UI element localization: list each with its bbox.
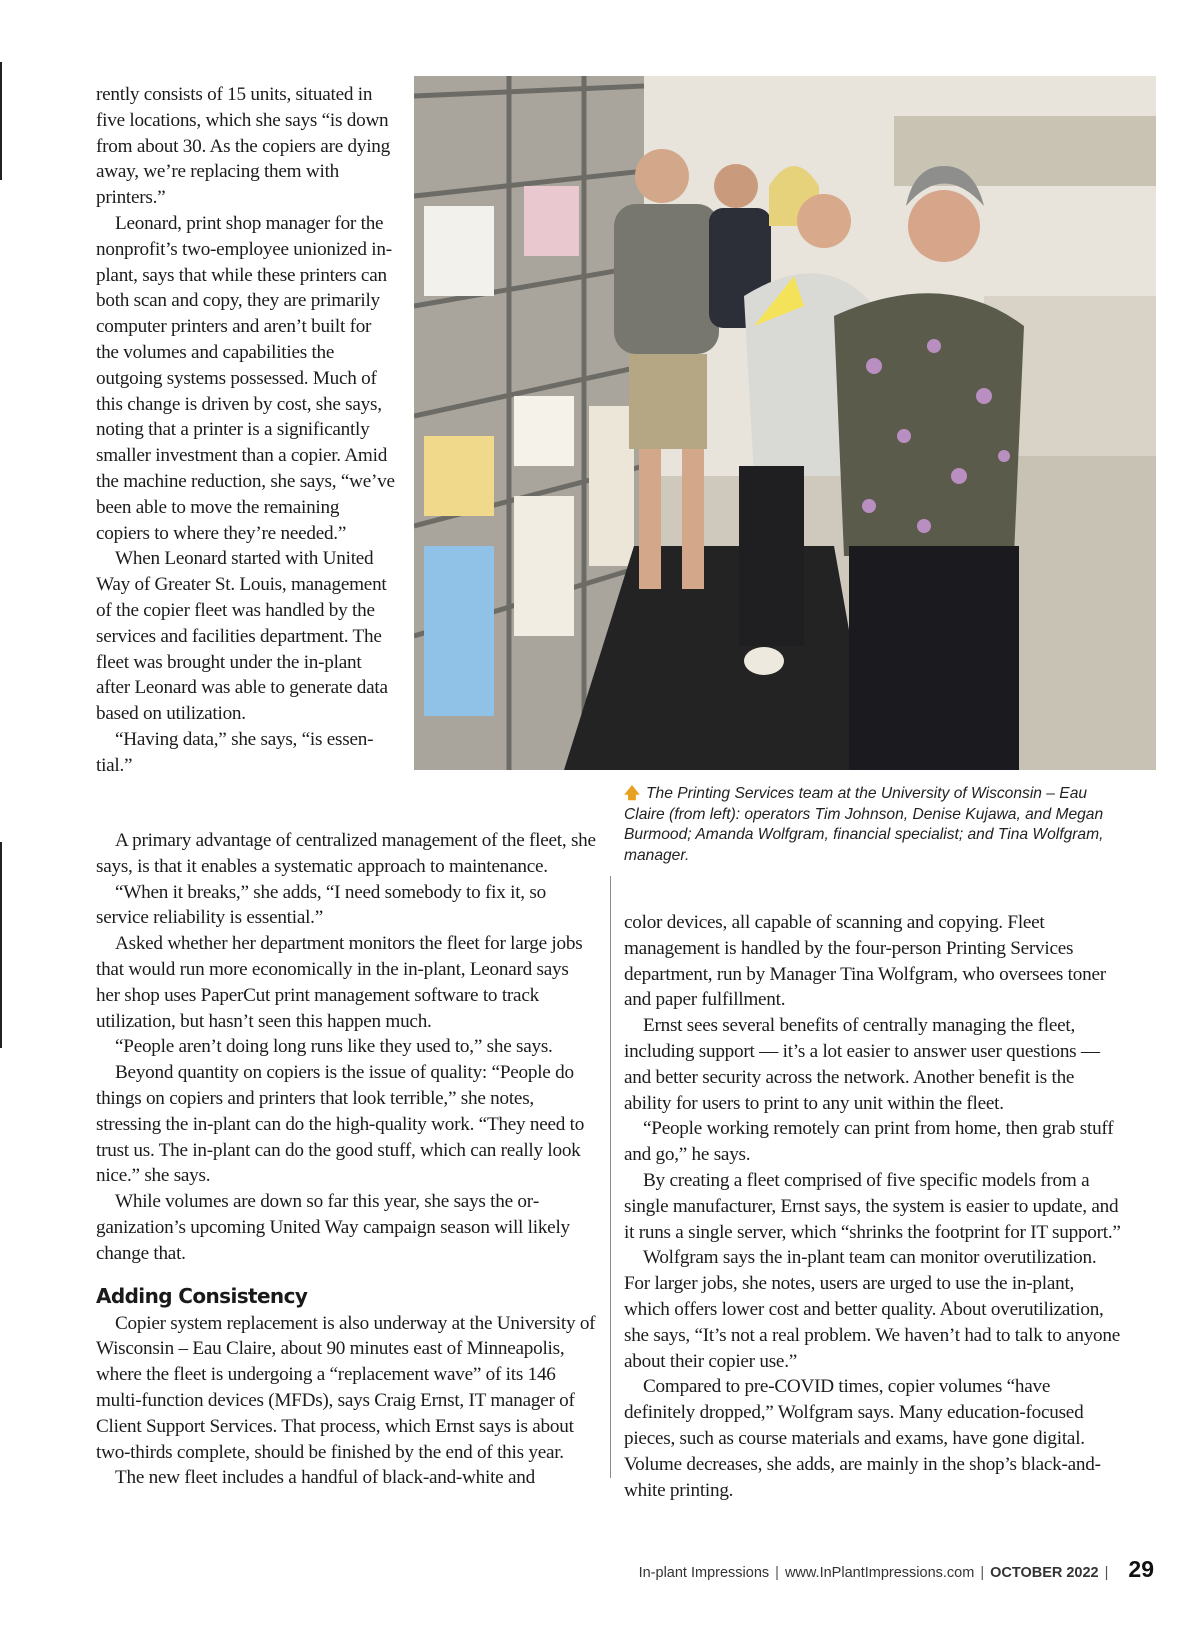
article-column-right bbox=[624, 910, 1124, 1503]
body-paragraph: The new fleet includes a handful of black-and-white and bbox=[115, 1467, 535, 1489]
body-paragraph: A primary advantage of centralized management of the fleet, she says, is that it enables a systematic approach to maintenance. bbox=[96, 830, 596, 877]
body-paragraph: Asked whether her department monitors the fleet for large jobs that would run more economically in the in-plant, Leonard says her shop uses PaperCut print management software to track utilization, but hasn’t seen this happen much. bbox=[96, 933, 583, 1032]
body-paragraph: While volumes are down so far this year, she says the organization’s upcoming United Way campaign season will likely change that. bbox=[96, 1191, 570, 1264]
body-paragraph: rently consists of 15 units, situated in five locations, which she says “is down from about 30. As the copiers are dying away, we’re replacing them with printers.” bbox=[96, 84, 390, 209]
body-paragraph: “People working remotely can print from home, then grab stuff and go,” he says. bbox=[624, 1118, 1114, 1166]
up-arrow-icon: 🡅 bbox=[624, 785, 641, 802]
body-paragraph: Leonard, print shop manager for the nonprofit’s two-employee unionized in-plant, says that while these printers can both scan and copy, they are primarily computer printers and aren’t built for the volumes and capabilities the outgoing systems possessed. Much of this change is driven by cost, she says, noting that a printer is a significantly smaller investment than a copier. Amid the machine reduction, she says, “we’ve been able to move the remaining copiers to where they’re needed.” bbox=[96, 212, 395, 544]
page-number: 29 bbox=[1128, 1556, 1154, 1582]
body-paragraph: “When it breaks,” she adds, “I need somebody to fix it, so service reliability is essential.” bbox=[96, 881, 546, 929]
footer-separator: | bbox=[775, 1565, 779, 1581]
page-footer bbox=[639, 1556, 1154, 1583]
body-paragraph: “Having data,” she says, “is essential.” bbox=[96, 728, 374, 776]
body-paragraph: Copier system replacement is also underway at the University of Wisconsin – Eau Claire, about 90 minutes east of Minneapolis, where the fleet is undergoing a “replacement wave” of its 146 multi-function devices (MFDs), says Craig Ernst, IT manager of Client Support Services. That process, which Ernst says is about two-thirds complete, should be finished by the end of this year. bbox=[96, 1312, 596, 1463]
column-divider bbox=[610, 876, 611, 1478]
footer-publication: In-plant Impressions bbox=[638, 1565, 770, 1581]
body-paragraph: When Leonard started with United Way of Greater St. Louis, management of the copier fleet was handled by the services and facilities department. The fleet was brought under the in-plant after Leonard was able to generate data based on utilization. bbox=[96, 548, 388, 725]
caption-text: The Printing Services team at the University of Wisconsin – Eau Claire (from left): operators Tim Johnson, Denise Kujawa, and Megan Burmood; Amanda Wolfgram, financial specialist; and Tina Wolfgram, manager. bbox=[624, 785, 1104, 864]
page-edge-mark-top bbox=[0, 62, 2, 180]
body-paragraph: Ernst sees several benefits of centrally managing the fleet, including support — it’s a lot easier to answer user questions — and better security across the network. Another benefit is the ability for users to print to any unit within the fleet. bbox=[624, 1015, 1100, 1114]
article-column-left-bottom bbox=[96, 828, 596, 1491]
photo-caption bbox=[624, 784, 1124, 866]
page-edge-mark-middle bbox=[0, 842, 2, 1048]
footer-separator: | bbox=[1104, 1565, 1109, 1581]
team-photo bbox=[414, 76, 1156, 770]
article-column-left-top bbox=[96, 82, 396, 779]
body-paragraph: Wolfgram says the in-plant team can monitor overutilization. For larger jobs, she notes, users are urged to use the in-plant, which offers lower cost and better quality. About overutilization, she says, “It’s not a real problem. We haven’t had to talk to anyone about their copier use.” bbox=[624, 1247, 1121, 1372]
body-paragraph: “People aren’t doing long runs like they used to,” she says. bbox=[115, 1036, 553, 1058]
footer-separator: | bbox=[980, 1565, 985, 1581]
footer-url[interactable]: www.InPlantImpressions.com bbox=[784, 1565, 975, 1581]
body-paragraph: Beyond quantity on copiers is the issue of quality: “People do things on copiers and printers that look terrible,” she notes, stressing the in-plant can do the high-quality work. “They need to trust us. The in-plant can do the good stuff, which can really look nice.” she says. bbox=[96, 1062, 585, 1187]
body-paragraph: color devices, all capable of scanning and copying. Fleet management is handled by the four-person Printing Services department, run by Manager Tina Wolfgram, who oversees toner and paper fulfillment. bbox=[624, 912, 1106, 1011]
body-paragraph: Compared to pre-COVID times, copier volumes “have definitely dropped,” Wolfgram says. Many education-focused pieces, such as course materials and exams, have gone digital. Volume decreases, she adds, are mainly in the shop’s black-and-white printing. bbox=[624, 1376, 1101, 1501]
body-paragraph: By creating a fleet comprised of five specific models from a single manufacturer, Ernst says, the system is easier to update, and it runs a single server, which “shrinks the footprint for IT support.” bbox=[624, 1169, 1121, 1243]
footer-issue: OCTOBER 2022 bbox=[990, 1565, 1099, 1581]
section-heading: Adding Consistency bbox=[96, 1283, 308, 1308]
